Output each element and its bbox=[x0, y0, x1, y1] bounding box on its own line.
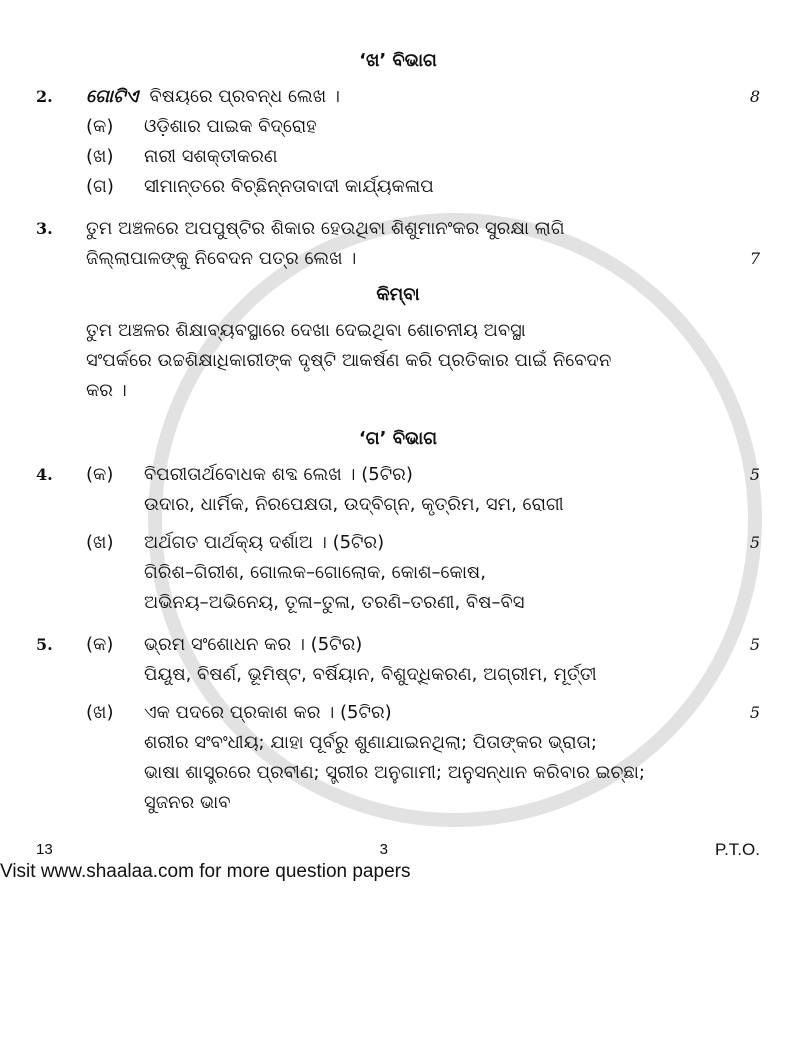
q5b-marks: 5 bbox=[749, 703, 760, 722]
q4b-marks: 5 bbox=[749, 533, 760, 552]
q4b-text: ଅର୍ଥଗତ ପାର୍ଥକ୍ୟ ଦର୍ଶାଅ । (5ଟିର) bbox=[144, 532, 385, 553]
or-label: କିମ୍ବା bbox=[376, 284, 420, 305]
q3-alt-line: କର । bbox=[86, 380, 127, 401]
q5b-items: ସୁଜନର ଭାବ bbox=[144, 792, 231, 813]
q5b-items: ଶରୀର ସଂବଂଧୀୟ; ଯାହା ପୂର୍ବରୁ ଶୁଣାଯାଇନଥିଲା; ପିତାଙ୍କର ଭ୍ରାତା; bbox=[144, 732, 597, 753]
section-title-kha: ‘ଖ’ ବିଭାଗ bbox=[359, 50, 437, 71]
q2-marks: 8 bbox=[749, 87, 760, 106]
q2-option-text: ନାରୀ ସଶକ୍ତୀକରଣ bbox=[144, 146, 278, 167]
q4a-text: ବିପରୀତାର୍ଥବୋଧକ ଶବ୍ଦ ଲେଖ । (5ଟିର) bbox=[144, 464, 413, 485]
q2-number: 2. bbox=[36, 87, 53, 106]
q3-marks: 7 bbox=[749, 249, 760, 268]
q4a-words: ଉଦାର, ଧାର୍ମିକ, ନିରପେକ୍ଷତା, ଉଦ୍‌ବିଗ୍ନ, କୃତ୍ରିମ, ସମ, ରୋଗୀ bbox=[144, 494, 564, 515]
q4a-marks: 5 bbox=[749, 465, 760, 484]
q3-line: ତୁମ ଅଞ୍ଚଳରେ ଅପପୁଷ୍ଟିର ଶିକାର ହେଉଥିବା ଶିଶୁମାନଂକର ସୁରକ୍ଷା ଲାଗି bbox=[86, 218, 565, 239]
q2-option-label: (କ) bbox=[86, 116, 114, 137]
q5a-words: ପିୟୂଷ, ବିଷର୍ଣ, ଭୂମିଷ୍ଟ, ବର୍ଷିୟାନ, ବିଶୁଦ୍ଧିକରଣ, ଅଗ୍ରୀମ, ମୂର୍ତ୍ତୀ bbox=[144, 664, 597, 685]
q2-text: ବିଷୟରେ ପ୍ରବନ୍ଧ ଲେଖ । bbox=[149, 86, 340, 107]
q5a-text: ଭ୍ରମ ସଂଶୋଧନ କର । (5ଟିର) bbox=[144, 634, 363, 655]
q5b-items: ଭାଷା ଶାସ୍ତ୍ରରେ ପ୍ରବୀଣ; ସ୍ତ୍ରୀର ଅନୁଗାମୀ; ଅନୁସନ୍ଧାନ କରିବାର ଇଚ୍ଛା; bbox=[144, 762, 645, 783]
visit-link[interactable]: Visit www.shaalaa.com for more question papers bbox=[0, 861, 411, 882]
q2-emphasis: ଗୋଟିଏ bbox=[86, 86, 139, 107]
q3-line: ଜିଲ୍ଲାପାଳଙ୍କୁ ନିବେଦନ ପତ୍ର ଲେଖ । bbox=[86, 248, 357, 269]
q2-prompt bbox=[86, 82, 720, 112]
q4b-pairs: ଗିରିଶ–ଗିରୀଶ, ଗୋଲକ–ଗୋଲୋକ, କୋଶ–କୋଷ, bbox=[144, 562, 486, 583]
q2-option-label: (ଖ) bbox=[86, 146, 114, 167]
q5a-label: (କ) bbox=[86, 634, 114, 655]
q5-number: 5. bbox=[36, 635, 53, 654]
q4-number: 4. bbox=[36, 465, 53, 484]
q5a-marks: 5 bbox=[749, 635, 760, 654]
q4a-label: (କ) bbox=[86, 464, 114, 485]
q2-option-label: (ଗ) bbox=[86, 176, 114, 197]
q3-alt-line: ସଂପର୍କରେ ଉଚ୍ଚଶିକ୍ଷାଧିକାରୀଙ୍କ ଦୃଷ୍ଟି ଆକର୍ଷଣ କରି ପ୍ରତିକାର ପାଇଁ ନିବେଦନ bbox=[86, 350, 612, 371]
q2-option-text: ଓଡ଼ିଶାର ପାଇକ ବିଦ୍ରୋହ bbox=[144, 116, 317, 137]
q4b-pairs: ଅଭିନୟ–ଅଭିନେୟ, ତୂଳା–ତୁଳା, ତରଣି–ତରଣୀ, ବିଷ–ବିସ bbox=[144, 592, 525, 613]
q5b-label: (ଖ) bbox=[86, 702, 114, 723]
section-title-ga: ‘ଗ’ ବିଭାଗ bbox=[358, 428, 438, 449]
q3-alt-line: ତୁମ ଅଞ୍ଚଳର ଶିକ୍ଷାବ୍ୟବସ୍ଥାରେ ଦେଖା ଦେଇଥିବା ଶୋଚନୀୟ ଅବସ୍ଥା bbox=[86, 320, 526, 341]
paper-code: 13 bbox=[36, 841, 53, 858]
page-number: 3 bbox=[379, 841, 388, 858]
pto-label: P.T.O. bbox=[714, 840, 760, 859]
q5b-text: ଏକ ପଦରେ ପ୍ରକାଶ କର । (5ଟିର) bbox=[144, 702, 392, 723]
q3-number: 3. bbox=[36, 219, 53, 238]
q4b-label: (ଖ) bbox=[86, 532, 114, 553]
q2-option-text: ସୀମାନ୍ତରେ ବିଚ୍ଛିନ୍ନତାବାଦୀ କାର୍ଯ୍ୟକଳାପ bbox=[144, 176, 434, 197]
